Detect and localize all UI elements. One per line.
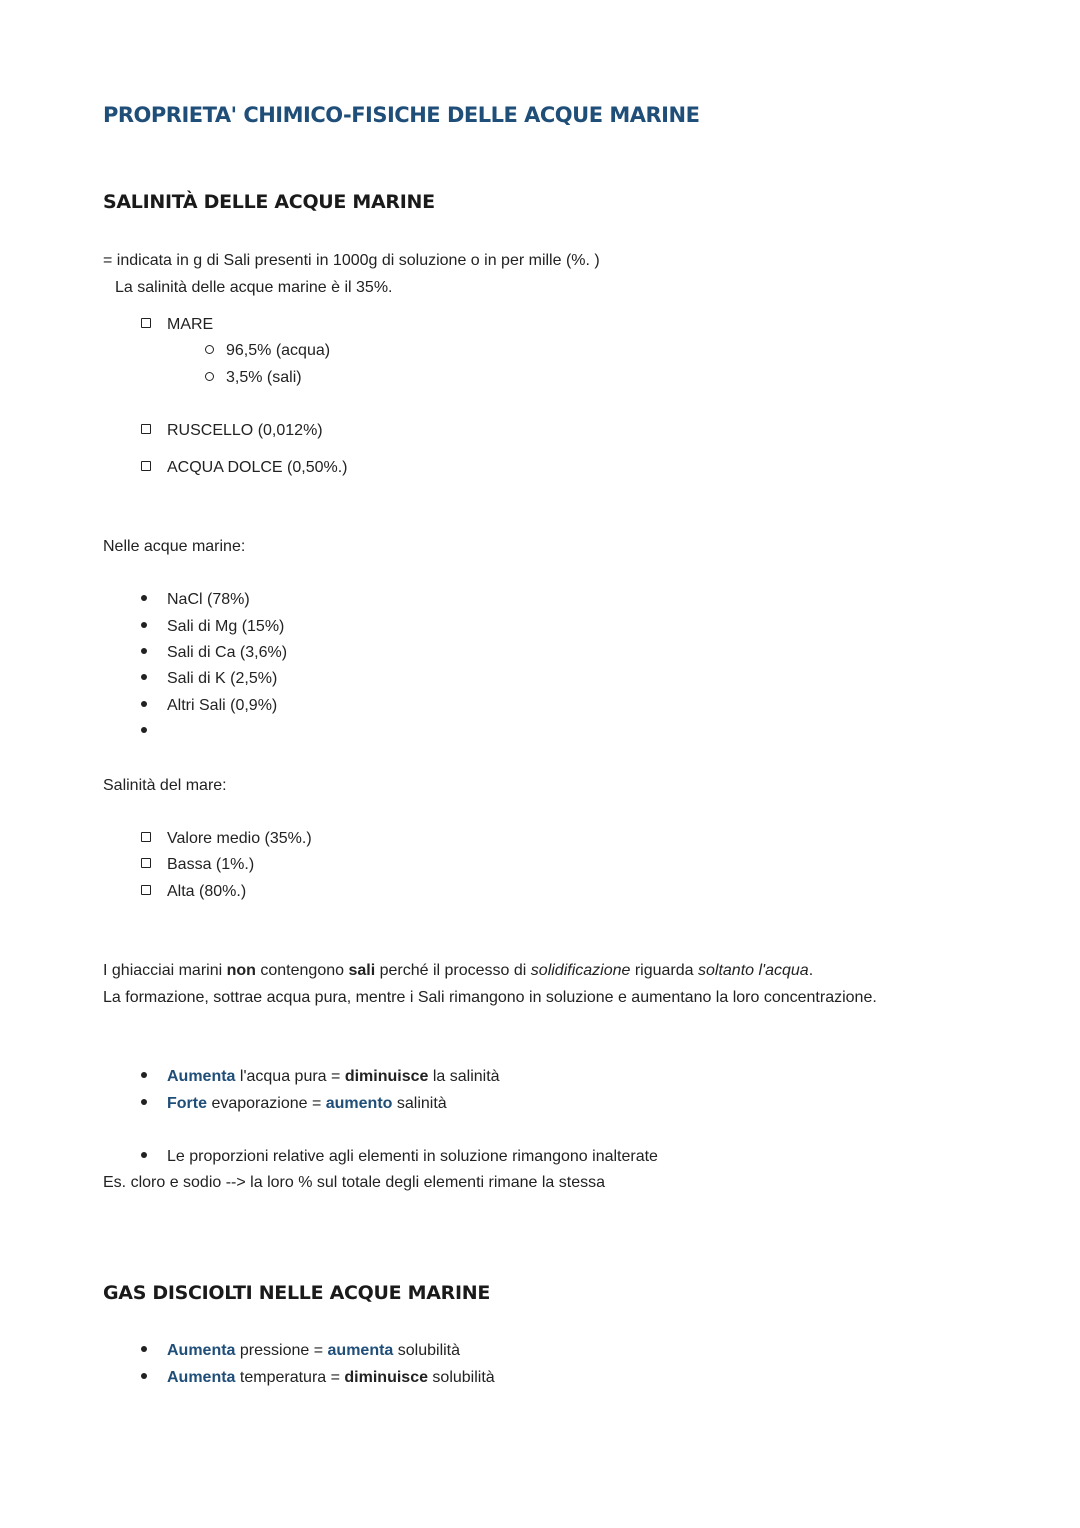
bullet-icon — [141, 595, 147, 601]
bullet-icon — [141, 648, 147, 654]
list-item-ruscello: RUSCELLO (0,012%) — [141, 422, 323, 440]
checkbox-icon — [141, 461, 151, 471]
list-item: Bassa (1%.) — [141, 856, 254, 874]
circle-bullet-icon — [205, 345, 214, 354]
checkbox-icon — [141, 832, 151, 842]
example-line: Es. cloro e sodio --> la loro % sul totale degli elementi rimane la stessa — [103, 1174, 606, 1191]
bullet-icon — [141, 674, 147, 680]
checkbox-icon — [141, 424, 151, 434]
bullet-icon — [141, 727, 147, 733]
list-item: Le proporzioni relative agli elementi in soluzione rimangono inalterate — [141, 1148, 658, 1166]
list-item: Aumenta pressione = aumenta solubilità — [141, 1342, 460, 1360]
list-item: Forte evaporazione = aumento salinità — [141, 1095, 447, 1113]
bullet-icon — [141, 1373, 147, 1379]
bullet-icon — [141, 1072, 147, 1078]
list-item-mare: MARE — [141, 316, 213, 334]
list-item: Altri Sali (0,9%) — [141, 697, 277, 715]
list-item: Aumenta temperatura = diminuisce solubilità — [141, 1369, 495, 1387]
list-item: Aumenta l'acqua pura = diminuisce la salinità — [141, 1068, 500, 1086]
list-item: Valore medio (35%.) — [141, 830, 312, 848]
page-title: PROPRIETA' CHIMICO-FISICHE DELLE ACQUE MARINE — [103, 103, 700, 127]
list-item: NaCl (78%) — [141, 591, 250, 609]
salinity-heading: SALINITÀ DELLE ACQUE MARINE — [103, 191, 435, 213]
circle-bullet-icon — [205, 372, 214, 381]
list-item: Sali di Ca (3,6%) — [141, 644, 287, 662]
composition-label: Nelle acque marine: — [103, 538, 246, 555]
bullet-icon — [141, 1346, 147, 1352]
bullet-icon — [141, 622, 147, 628]
ice-paragraph: I ghiacciai marini non contengono sali perché il processo di solidificazione riguarda soltanto l'acqua. — [103, 962, 814, 979]
bullet-icon — [141, 701, 147, 707]
list-item-sub: 3,5% (sali) — [205, 369, 302, 387]
bullet-icon — [141, 1152, 147, 1158]
list-item: Alta (80%.) — [141, 883, 246, 901]
sea-salinity-label: Salinità del mare: — [103, 777, 227, 794]
definition-line-1: = indicata in g di Sali presenti in 1000g di soluzione o in per mille (%. ) — [103, 252, 600, 269]
list-item-sub: 96,5% (acqua) — [205, 342, 330, 360]
empty-list-item — [141, 723, 167, 741]
checkbox-icon — [141, 318, 151, 328]
checkbox-icon — [141, 858, 151, 868]
gas-heading: GAS DISCIOLTI NELLE ACQUE MARINE — [103, 1282, 490, 1304]
bullet-icon — [141, 1099, 147, 1105]
definition-line-2: La salinità delle acque marine è il 35%. — [115, 279, 393, 296]
list-item: Sali di Mg (15%) — [141, 618, 284, 636]
formation-line: La formazione, sottrae acqua pura, mentre i Sali rimangono in soluzione e aumentano la loro concentrazione. — [103, 989, 877, 1006]
checkbox-icon — [141, 885, 151, 895]
list-item-acqua-dolce: ACQUA DOLCE (0,50%.) — [141, 459, 348, 477]
list-item: Sali di K (2,5%) — [141, 670, 277, 688]
